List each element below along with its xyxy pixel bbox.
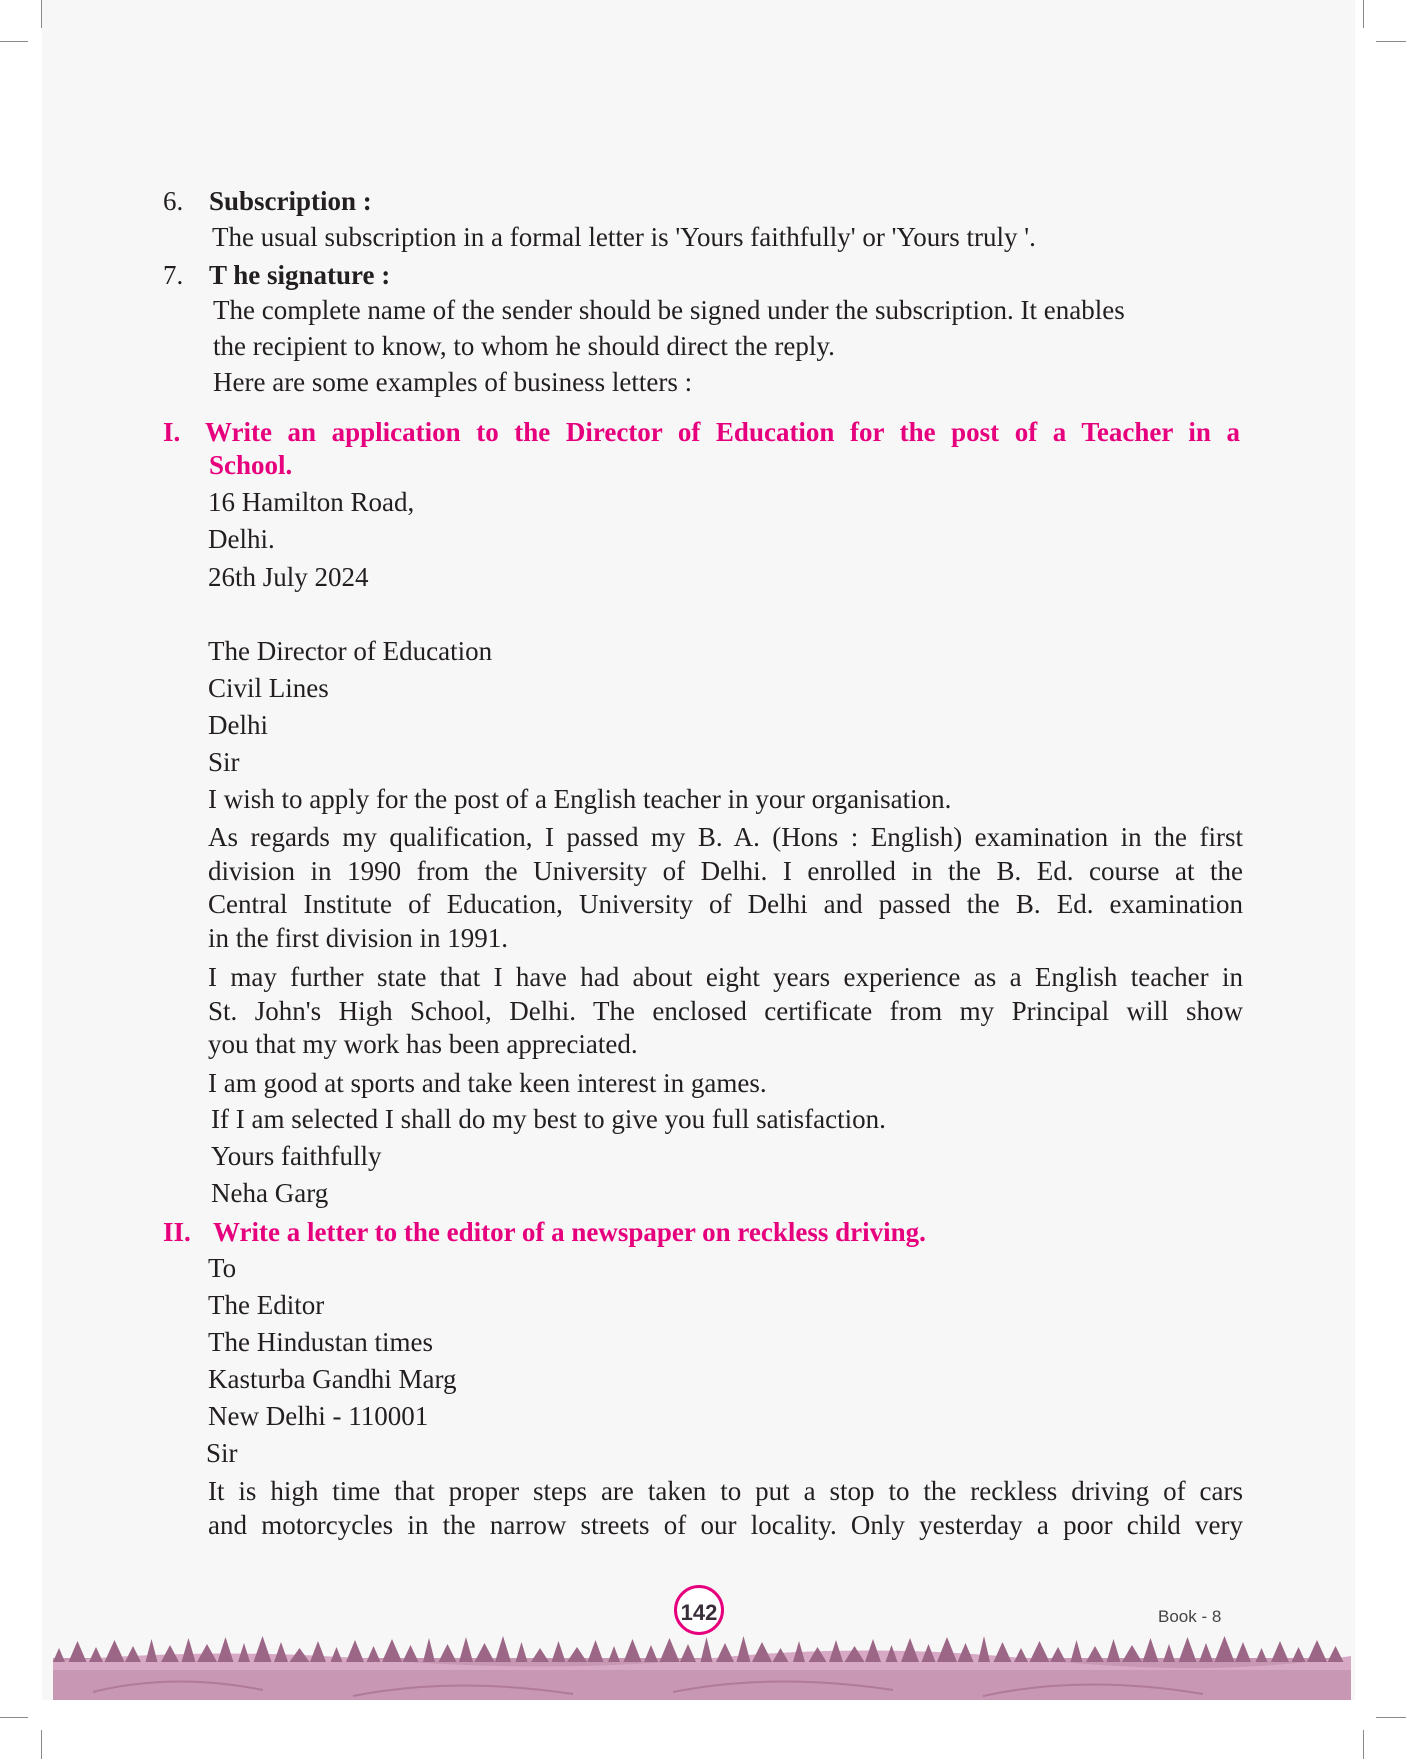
tree-icon [331, 1647, 343, 1662]
body-line: you that my work has been appreciated. [208, 1029, 638, 1059]
point-text: The complete name of the sender should be signed under the subscription. It enables [213, 295, 1125, 325]
salutation: Sir [208, 747, 240, 777]
recipient-line: Civil Lines [208, 673, 329, 703]
tree-icon [644, 1645, 658, 1662]
body-line: If I am selected I shall do my best to give you full satisfaction. [211, 1104, 886, 1134]
exercise-title: School. [209, 450, 293, 480]
tree-icon [346, 1640, 364, 1662]
book-label: Book - 8 [1158, 1607, 1222, 1626]
point-number: 6. [163, 186, 184, 216]
tree-icon [958, 1643, 974, 1662]
tree-icon [994, 1642, 1012, 1662]
tree-icon [1143, 1638, 1159, 1662]
body-line: and motorcycles in the narrow streets of our locality. Only yesterday a poor child very [208, 1510, 1243, 1540]
page-number: 142 [674, 1585, 724, 1635]
tree-icon [125, 1646, 141, 1662]
closing: Yours faithfully [211, 1141, 382, 1171]
point-heading: Subscription : [209, 186, 372, 216]
signature-name: Neha Garg [211, 1178, 329, 1208]
recipient-line: To [208, 1253, 237, 1283]
recipient-line: Kasturba Gandhi Marg [208, 1364, 457, 1394]
tree-icon [680, 1644, 696, 1662]
tree-icon [423, 1638, 435, 1662]
tree-icon [624, 1639, 642, 1662]
recipient-line: The Director of Education [208, 636, 493, 666]
recipient-line: The Editor [208, 1290, 325, 1320]
tree-icon [459, 1637, 473, 1662]
recipient-line: New Delhi - 110001 [208, 1401, 429, 1431]
tree-icon [89, 1647, 103, 1662]
tree-icon [105, 1640, 125, 1662]
tree-icon [516, 1642, 528, 1662]
tree-icon [1163, 1644, 1175, 1662]
tree-icon [588, 1640, 604, 1662]
crop-mark [1376, 1717, 1406, 1718]
tree-icon [1307, 1640, 1327, 1662]
crop-mark [41, 1730, 42, 1759]
tree-icon [146, 1639, 158, 1662]
tree-icon [475, 1643, 495, 1662]
body-line: Central Institute of Education, University of Delhi and passed the B. Ed. examination [208, 889, 1243, 919]
tree-icon [218, 1637, 234, 1662]
tree-icon [495, 1636, 511, 1662]
crop-mark [0, 1717, 28, 1718]
letter-date: 26th July 2024 [208, 562, 369, 592]
tree-icon [552, 1641, 566, 1662]
exercise-marker: I. [163, 417, 181, 447]
point-text: Here are some examples of business letters : [213, 367, 693, 397]
tree-icon [403, 1645, 419, 1662]
tree-icon [937, 1637, 957, 1662]
tree-icon [310, 1641, 326, 1662]
tree-icon [1199, 1643, 1213, 1662]
tree-icon [1271, 1641, 1289, 1662]
recipient-line: The Hindustan times [208, 1327, 433, 1357]
tree-icon [567, 1647, 587, 1662]
tree-icon [382, 1639, 402, 1662]
sender-address-line: 16 Hamilton Road, [208, 487, 415, 517]
body-line: St. John's High School, Delhi. The enclosed certificate from my Principal will show [208, 996, 1243, 1026]
exercise-title: Write an application to the Director of Education for the post of a Teacher in a [205, 417, 1240, 447]
tree-icon [752, 1642, 772, 1662]
tree-icon [367, 1646, 381, 1662]
exercise-title: Write a letter to the editor of a newspaper on reckless driving. [213, 1217, 926, 1247]
tree-icon [1179, 1637, 1197, 1662]
tree-icon [531, 1648, 549, 1662]
point-heading: T he signature : [209, 260, 391, 290]
tree-icon [1071, 1640, 1083, 1662]
tree-icon [1086, 1646, 1104, 1662]
crop-mark [1363, 0, 1364, 28]
tree-icon [254, 1636, 272, 1662]
tree-icon [53, 1648, 65, 1662]
salutation: Sir [206, 1438, 238, 1468]
tree-icon [716, 1643, 734, 1662]
crop-mark [41, 0, 42, 28]
crop-mark [0, 41, 28, 42]
tree-icon [901, 1638, 919, 1662]
crop-mark [1376, 41, 1406, 42]
body-line: It is high time that proper steps are taken to put a stop to the reckless driving of cars [208, 1476, 1243, 1506]
tree-icon [737, 1636, 751, 1662]
tree-icon [978, 1636, 990, 1662]
tree-icon [1215, 1636, 1235, 1662]
tree-icon [793, 1641, 805, 1662]
tree-icon [1107, 1639, 1121, 1662]
tree-icon [182, 1638, 196, 1662]
tree-icon [238, 1643, 250, 1662]
point-text: The usual subscription in a formal letter is 'Yours faithfully' or 'Yours truly '. [212, 222, 1036, 252]
tree-icon [1122, 1645, 1142, 1662]
tree-icon [608, 1646, 620, 1662]
point-text: the recipient to know, to whom he should direct the reply. [213, 331, 835, 361]
point-number: 7. [163, 260, 184, 290]
body-line: division in 1990 from the University of Delhi. I enrolled in the B. Ed. course at the [208, 856, 1243, 886]
body-line: I wish to apply for the post of a English teacher in your organisation. [208, 784, 952, 814]
body-line: As regards my qualification, I passed my B. A. (Hons : English) examination in the first [208, 822, 1243, 852]
body-line: I may further state that I have had about eight years experience as a English teacher in [208, 962, 1243, 992]
exercise-marker: II. [163, 1217, 191, 1247]
tree-icon [701, 1637, 713, 1662]
tree-icon [69, 1641, 87, 1662]
tree-icon [161, 1645, 179, 1662]
tree-icon [197, 1644, 217, 1662]
tree-icon [1030, 1641, 1050, 1662]
body-line: in the first division in 1991. [208, 923, 508, 953]
sender-address-line: Delhi. [208, 524, 275, 554]
tree-icon [1014, 1648, 1028, 1662]
tree-icon [1328, 1646, 1344, 1662]
tree-icon [439, 1644, 457, 1662]
recipient-line: Delhi [208, 710, 268, 740]
tree-icon [274, 1642, 288, 1662]
tree-icon [1235, 1642, 1251, 1662]
tree-icon [1050, 1647, 1066, 1662]
body-line: I am good at sports and take keen interest in games. [208, 1068, 767, 1098]
crop-mark [1363, 1730, 1364, 1759]
tree-icon [1256, 1648, 1268, 1662]
tree-icon [1292, 1647, 1306, 1662]
tree-icon [660, 1638, 680, 1662]
